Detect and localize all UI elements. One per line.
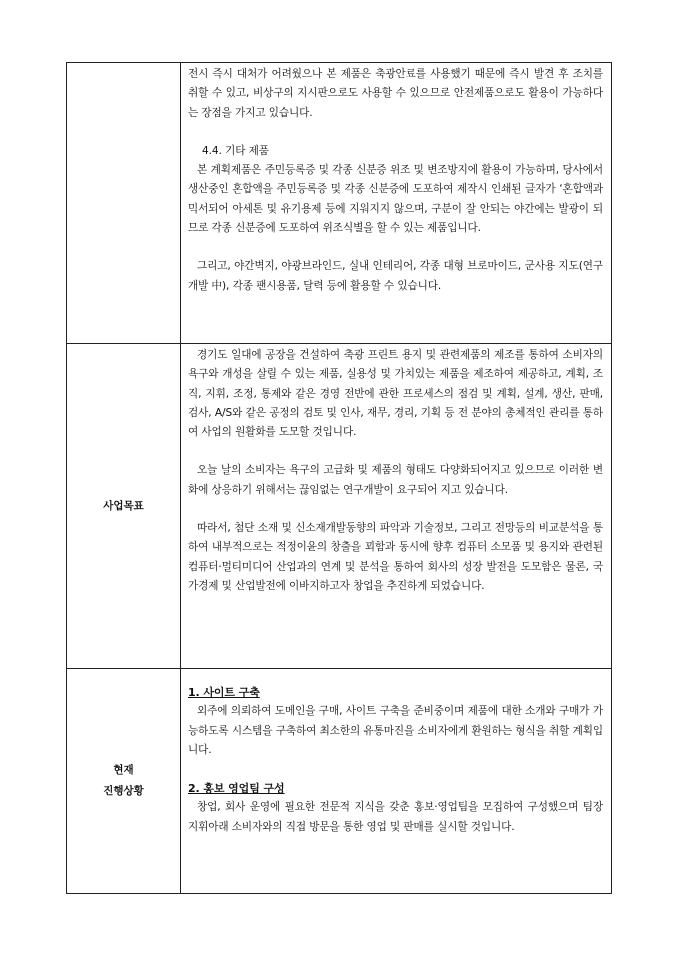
label-line-current: 현재	[113, 764, 134, 776]
section-heading-other-products: 4.4. 기타 제품	[202, 144, 269, 157]
continued-paragraph: 전시 즉시 대처가 어려웠으나 본 제품은 축광안료를 사용했기 때문에 즉시 발견 후 조치를 취할 수 있고, 비상구의 지시판으로도 사용할 수 있으므로 안전제품으로도 활용이 가능하다는 장점을 가지고 있습니다.	[188, 68, 603, 119]
business-goal-cell	[181, 344, 612, 669]
row-label-current-status	[67, 669, 181, 894]
goal-paragraph-1: 경기도 일대에 공장을 건설하여 축광 프린트 용지 및 관련제품의 제조를 통하여 소비자의 욕구와 개성을 살릴 수 있는 제품, 실용성 및 가치있는 제품을 제조하여 제공하고, 계획, 조직, 지휘, 조정, 통제와 같은 경영 전반에 관한 프로세스의 점검 및 계획, 설계, 생산, 판매, 검사, A/S와 같은 공정의 검토 및 인사, 재무, 경리, 기획 등 전 분야의 총체적인 관리를 통하여 사업의 원활화를 도모할 것입니다.	[188, 349, 603, 439]
table-row	[67, 669, 612, 894]
goal-paragraph-3: 따라서, 첨단 소재 및 신소재개발동향의 파악과 기술정보, 그리고 전망등의 비교분석을 통하여 내부적으로는 적정이윤의 창출을 꾀함과 동시에 향후 컴퓨터 소모품 및 용지와 관련된 컴퓨터·멀티미디어 산업과의 연계 및 분석을 통하여 회사의 성장 발전을 도모함은 물론, 국가경제 및 산업발전에 이바지하고자 창업을 추진하게 되었습니다.	[188, 522, 603, 592]
row-label-business-goal: 사업목표	[67, 344, 181, 669]
heading-sales-team: 2. 홍보 영업팀 구성	[188, 782, 285, 796]
uses-paragraph: 그리고, 야간벽지, 야광브라인드, 실내 인테리어, 각종 대형 브로마이드, 군사용 지도(연구개발 中), 각종 팬시용품, 달력 등에 활용할 수 있습니다.	[188, 260, 603, 292]
label-line-progress: 진행상황	[103, 785, 144, 797]
current-status-cell	[181, 669, 612, 894]
product-description-cell	[181, 63, 612, 344]
heading-site-build: 1. 사이트 구축	[188, 686, 260, 699]
other-products-paragraph: 본 계획제품은 주민등록증 및 각종 신분증 위조 및 변조방지에 활용이 가능하며, 당사에서 생산중인 혼합액을 주민등록증 및 각종 신분증에 도포하여 제작시 인쇄된 글자가 ‘혼합액과 믹서되어 아세톤 및 유기용제 등에 지워지지 않으며, 구분이 잘 안되는 야간에는 발광이 되므로 각종 신분증에 도포하여 위조식별을 할 수 있는 제품입니다.	[188, 164, 603, 235]
business-plan-table	[66, 62, 612, 894]
table-row	[67, 344, 612, 669]
goal-paragraph-2: 오늘 날의 소비자는 욕구의 고급화 및 제품의 형태도 다양화되어지고 있으므로 이러한 변화에 상응하기 위해서는 끊임없는 연구개발이 요구되어 지고 있습니다.	[188, 464, 603, 496]
table-row	[67, 63, 612, 344]
sales-team-paragraph: 창업, 회사 운영에 필요한 전문적 지식을 갖춘 홍보·영업팀을 모집하여 구성했으며 팀장 지휘아래 소비자와의 직접 방문을 통한 영업 및 판매를 실시할 것입니다.	[188, 801, 603, 833]
row-label-empty	[67, 63, 181, 344]
site-build-paragraph: 외주에 의뢰하여 도메인을 구매, 사이트 구축을 준비중이며 제품에 대한 소개와 구매가 가능하도록 시스템을 구축하여 최소한의 유통마진을 소비자에게 환원하는 형식을 취할 계획입니다.	[188, 705, 603, 756]
